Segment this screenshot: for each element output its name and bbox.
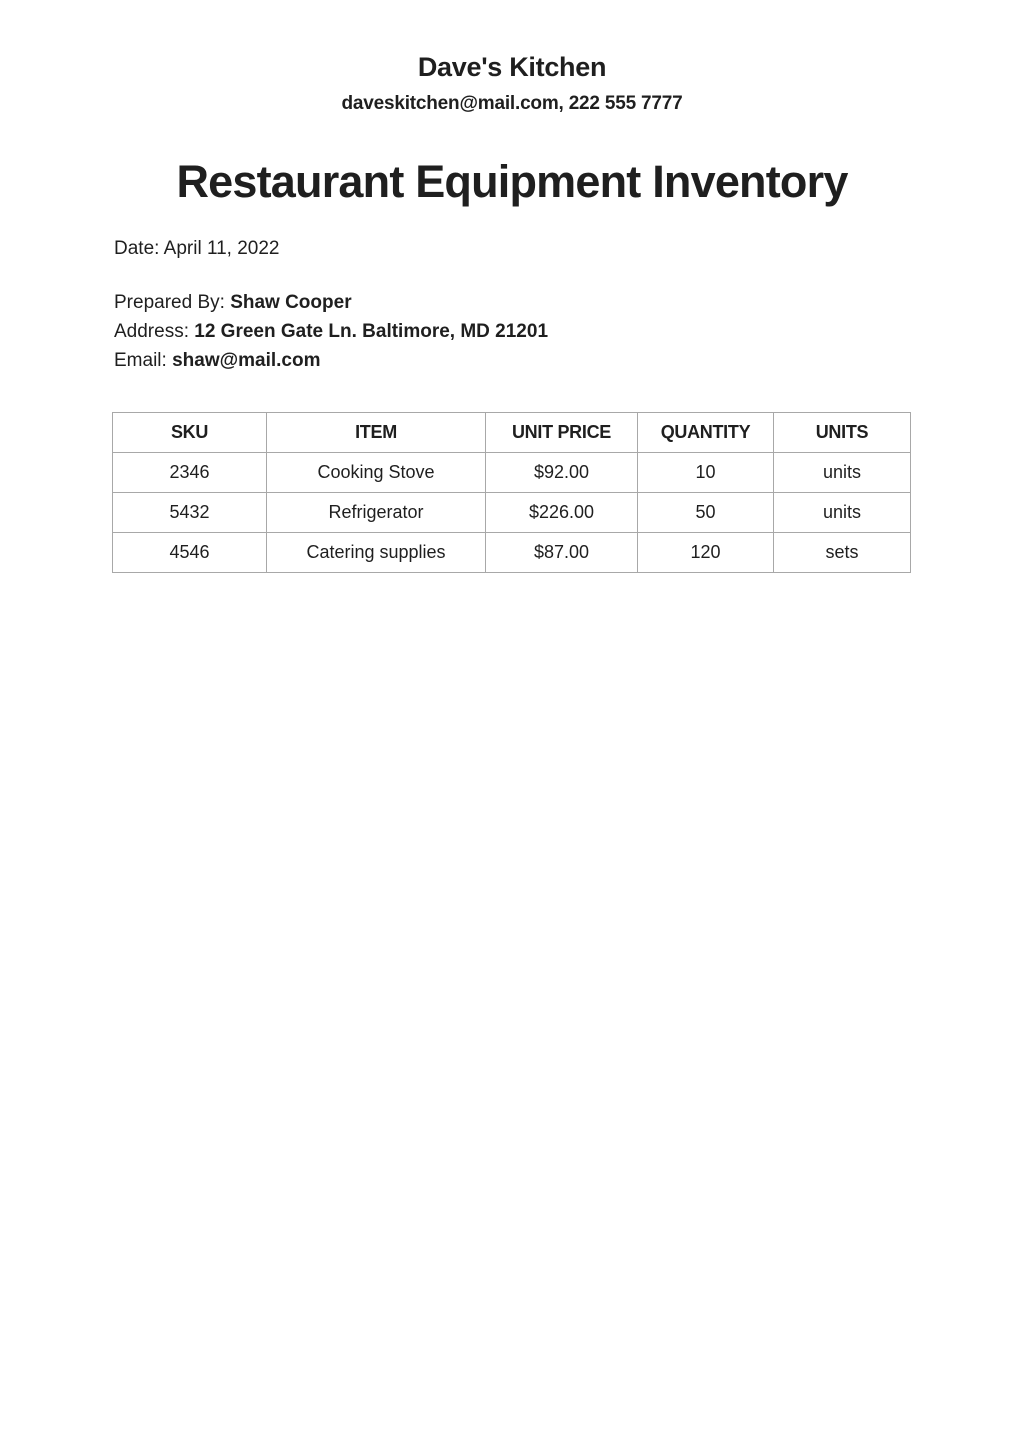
cell-sku: 4546 bbox=[113, 533, 267, 573]
address-label: Address: bbox=[114, 321, 189, 342]
date-value: April 11, 2022 bbox=[163, 238, 280, 259]
email-value: shaw@mail.com bbox=[172, 350, 321, 371]
column-header-item: ITEM bbox=[267, 413, 486, 453]
email-line bbox=[114, 350, 321, 372]
table-row bbox=[113, 533, 911, 573]
cell-item: Catering supplies bbox=[267, 533, 486, 573]
cell-quantity: 10 bbox=[638, 453, 774, 493]
column-header-quantity: QUANTITY bbox=[638, 413, 774, 453]
company-name: Dave's Kitchen bbox=[417, 52, 607, 82]
cell-unit-price: $226.00 bbox=[486, 493, 638, 533]
cell-sku: 2346 bbox=[113, 453, 267, 493]
cell-units: units bbox=[774, 493, 911, 533]
cell-unit-price: $92.00 bbox=[486, 453, 638, 493]
date-line bbox=[114, 238, 280, 260]
prepared-by-value: Shaw Cooper bbox=[230, 292, 352, 313]
cell-units: sets bbox=[774, 533, 911, 573]
column-header-unit-price: UNIT PRICE bbox=[486, 413, 638, 453]
cell-item: Refrigerator bbox=[267, 493, 486, 533]
column-header-sku: SKU bbox=[113, 413, 267, 453]
address-line bbox=[114, 321, 548, 343]
date-label: Date: bbox=[114, 238, 160, 259]
address-value: 12 Green Gate Ln. Baltimore, MD 21201 bbox=[194, 321, 549, 342]
page-title: Restaurant Equipment Inventory bbox=[176, 156, 848, 207]
table-header-row bbox=[113, 413, 911, 453]
column-header-units: UNITS bbox=[774, 413, 911, 453]
inventory-table bbox=[112, 412, 911, 573]
table-row bbox=[113, 453, 911, 493]
cell-units: units bbox=[774, 453, 911, 493]
table-row bbox=[113, 493, 911, 533]
email-label: Email: bbox=[114, 350, 167, 371]
cell-quantity: 50 bbox=[638, 493, 774, 533]
prepared-by-label: Prepared By: bbox=[114, 292, 225, 313]
company-contact: daveskitchen@mail.com, 222 555 7777 bbox=[341, 93, 683, 114]
cell-sku: 5432 bbox=[113, 493, 267, 533]
cell-quantity: 120 bbox=[638, 533, 774, 573]
cell-item: Cooking Stove bbox=[267, 453, 486, 493]
cell-unit-price: $87.00 bbox=[486, 533, 638, 573]
prepared-by-line bbox=[114, 292, 352, 314]
